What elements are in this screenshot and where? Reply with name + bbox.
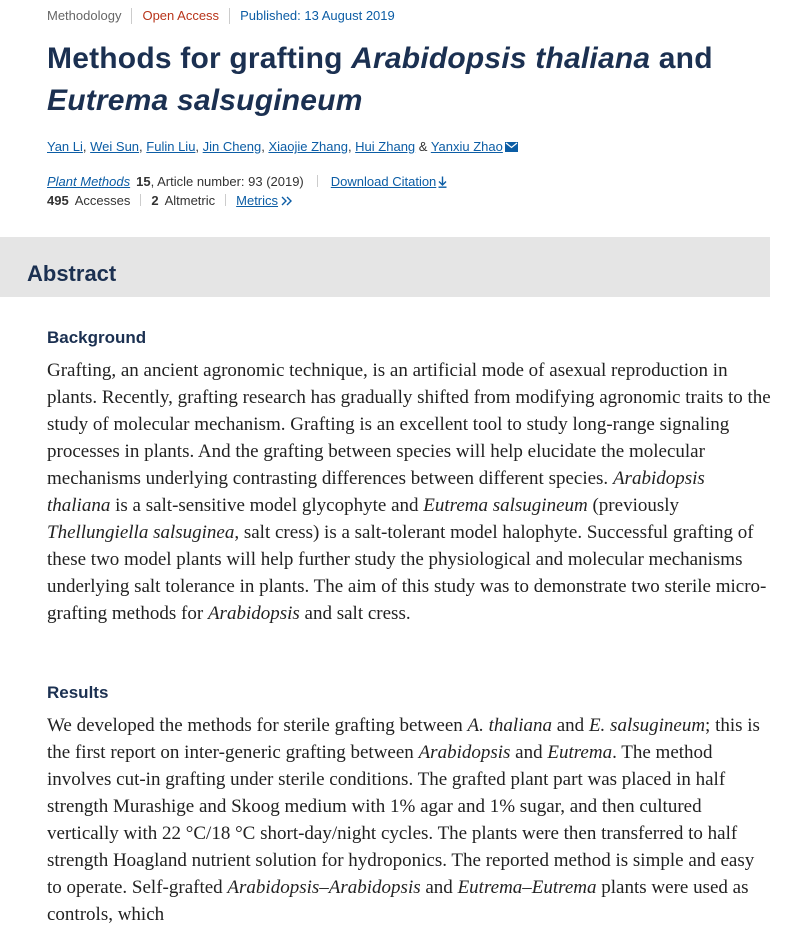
double-chevron-right-icon[interactable] (281, 193, 292, 210)
author-sep: , (139, 139, 147, 154)
title-text-1: Methods for grafting (47, 42, 352, 75)
results-text: plants were used as controls, which (47, 877, 749, 925)
background-text: , salt cress) is a salt-tolerant model halophyte. Successful grafting of these two model plants will help further study the physiological and molecular mechanisms underlying salt tolerance in plants. The aim of this study was to demonstrate two sterile micro-grafting methods for (47, 522, 767, 624)
author-sep: , (195, 139, 203, 154)
article-title (47, 38, 747, 122)
abstract-heading: Abstract (27, 261, 117, 286)
accesses-count: 495 (47, 193, 69, 208)
results-text: We developed the methods for sterile grafting between (47, 715, 468, 736)
background-text: (previously (587, 495, 680, 516)
title-species-2: Eutrema salsugineum (47, 84, 363, 117)
author-sep-and: & (415, 139, 431, 154)
envelope-icon[interactable] (505, 139, 518, 157)
published-date: Published: 13 August 2019 (240, 8, 395, 23)
background-text: and salt cress. (299, 603, 411, 624)
accesses-label: Accesses (74, 193, 131, 208)
altmetric-label: Altmetric (164, 193, 216, 208)
author-sep: , (82, 139, 91, 154)
divider (140, 194, 141, 206)
metrics-link[interactable]: Metrics (236, 193, 279, 208)
author-link-fulin-liu[interactable]: Fulin Liu (146, 139, 196, 154)
background-text: Grafting, an ancient agronomic technique, is an artificial mode of asexual reproduction in plants. Recently, grafting research has gradually shifted from modifying agronomic traits to the study of molecular mechanism. Grafting is an excellent tool to study long-range signaling processes in plants. And the grafting between species will help elucidate the molecular mechanisms underlying contrasting differences between different species. (47, 360, 771, 489)
results-text: and (420, 877, 458, 898)
background-paragraph (47, 357, 772, 627)
results-text: . The method involves cut-in grafting under sterile conditions. The grafted plant part was placed in half strength Murashige and Skoog medium with 1% agar and 1% sugar, and then cultured vertically with 22 °C/18 °C short-day/night cycles. The plants were then transferred to half strength Hoagland nutrient solution for hydroponics. The reported method is simple and easy to operate. Self-grafted (47, 742, 755, 898)
author-link-jin-cheng[interactable]: Jin Cheng (202, 139, 262, 154)
species-name: Eutrema (547, 742, 613, 763)
citation-line (47, 173, 447, 192)
species-name: Thellungiella salsuginea (47, 522, 235, 543)
author-link-yan-li[interactable]: Yan Li (47, 139, 83, 154)
author-link-hui-zhang[interactable]: Hui Zhang (355, 139, 416, 154)
results-heading: Results (47, 683, 109, 702)
species-name: Arabidopsis (418, 742, 511, 763)
title-text-2: and (650, 42, 713, 75)
species-name: Arabidopsis–Arabidopsis (227, 877, 421, 898)
article-number: , Article number: 93 (2019) (150, 174, 304, 189)
article-type: Methodology (47, 8, 132, 24)
results-paragraph (47, 712, 772, 928)
altmetric-count: 2 (151, 193, 159, 208)
author-link-xiaojie-zhang[interactable]: Xiaojie Zhang (268, 139, 348, 154)
metrics-line (47, 192, 292, 210)
divider (317, 175, 318, 187)
species-name: A. thaliana (467, 715, 552, 736)
author-sep: , (347, 139, 356, 154)
download-icon[interactable] (438, 175, 447, 192)
download-citation-link[interactable]: Download Citation (330, 174, 437, 189)
background-heading: Background (47, 328, 147, 347)
species-name: Arabidopsis (207, 603, 300, 624)
results-text: ; this is the first report on inter-generic grafting between (47, 715, 760, 763)
abstract-header-band (0, 237, 770, 297)
author-sep: , (261, 139, 269, 154)
divider (225, 194, 226, 206)
author-link-yanxiu-zhao[interactable]: Yanxiu Zhao (430, 139, 503, 154)
species-name: E. salsugineum (588, 715, 706, 736)
journal-link[interactable]: Plant Methods (47, 174, 131, 189)
article-meta (47, 8, 395, 24)
open-access-badge: Open Access (132, 8, 230, 24)
species-name: Eutrema–Eutrema (457, 877, 597, 898)
author-link-wei-sun[interactable]: Wei Sun (90, 139, 140, 154)
title-species-1: Arabidopsis thaliana (351, 42, 651, 75)
species-name: Arabidopsis thaliana (47, 468, 705, 516)
results-text: and (510, 742, 548, 763)
species-name: Eutrema salsugineum (423, 495, 588, 516)
results-text: and (552, 715, 589, 736)
journal-volume: 15 (136, 174, 151, 189)
author-list (47, 138, 518, 157)
background-text: is a salt-sensitive model glycophyte and (110, 495, 424, 516)
